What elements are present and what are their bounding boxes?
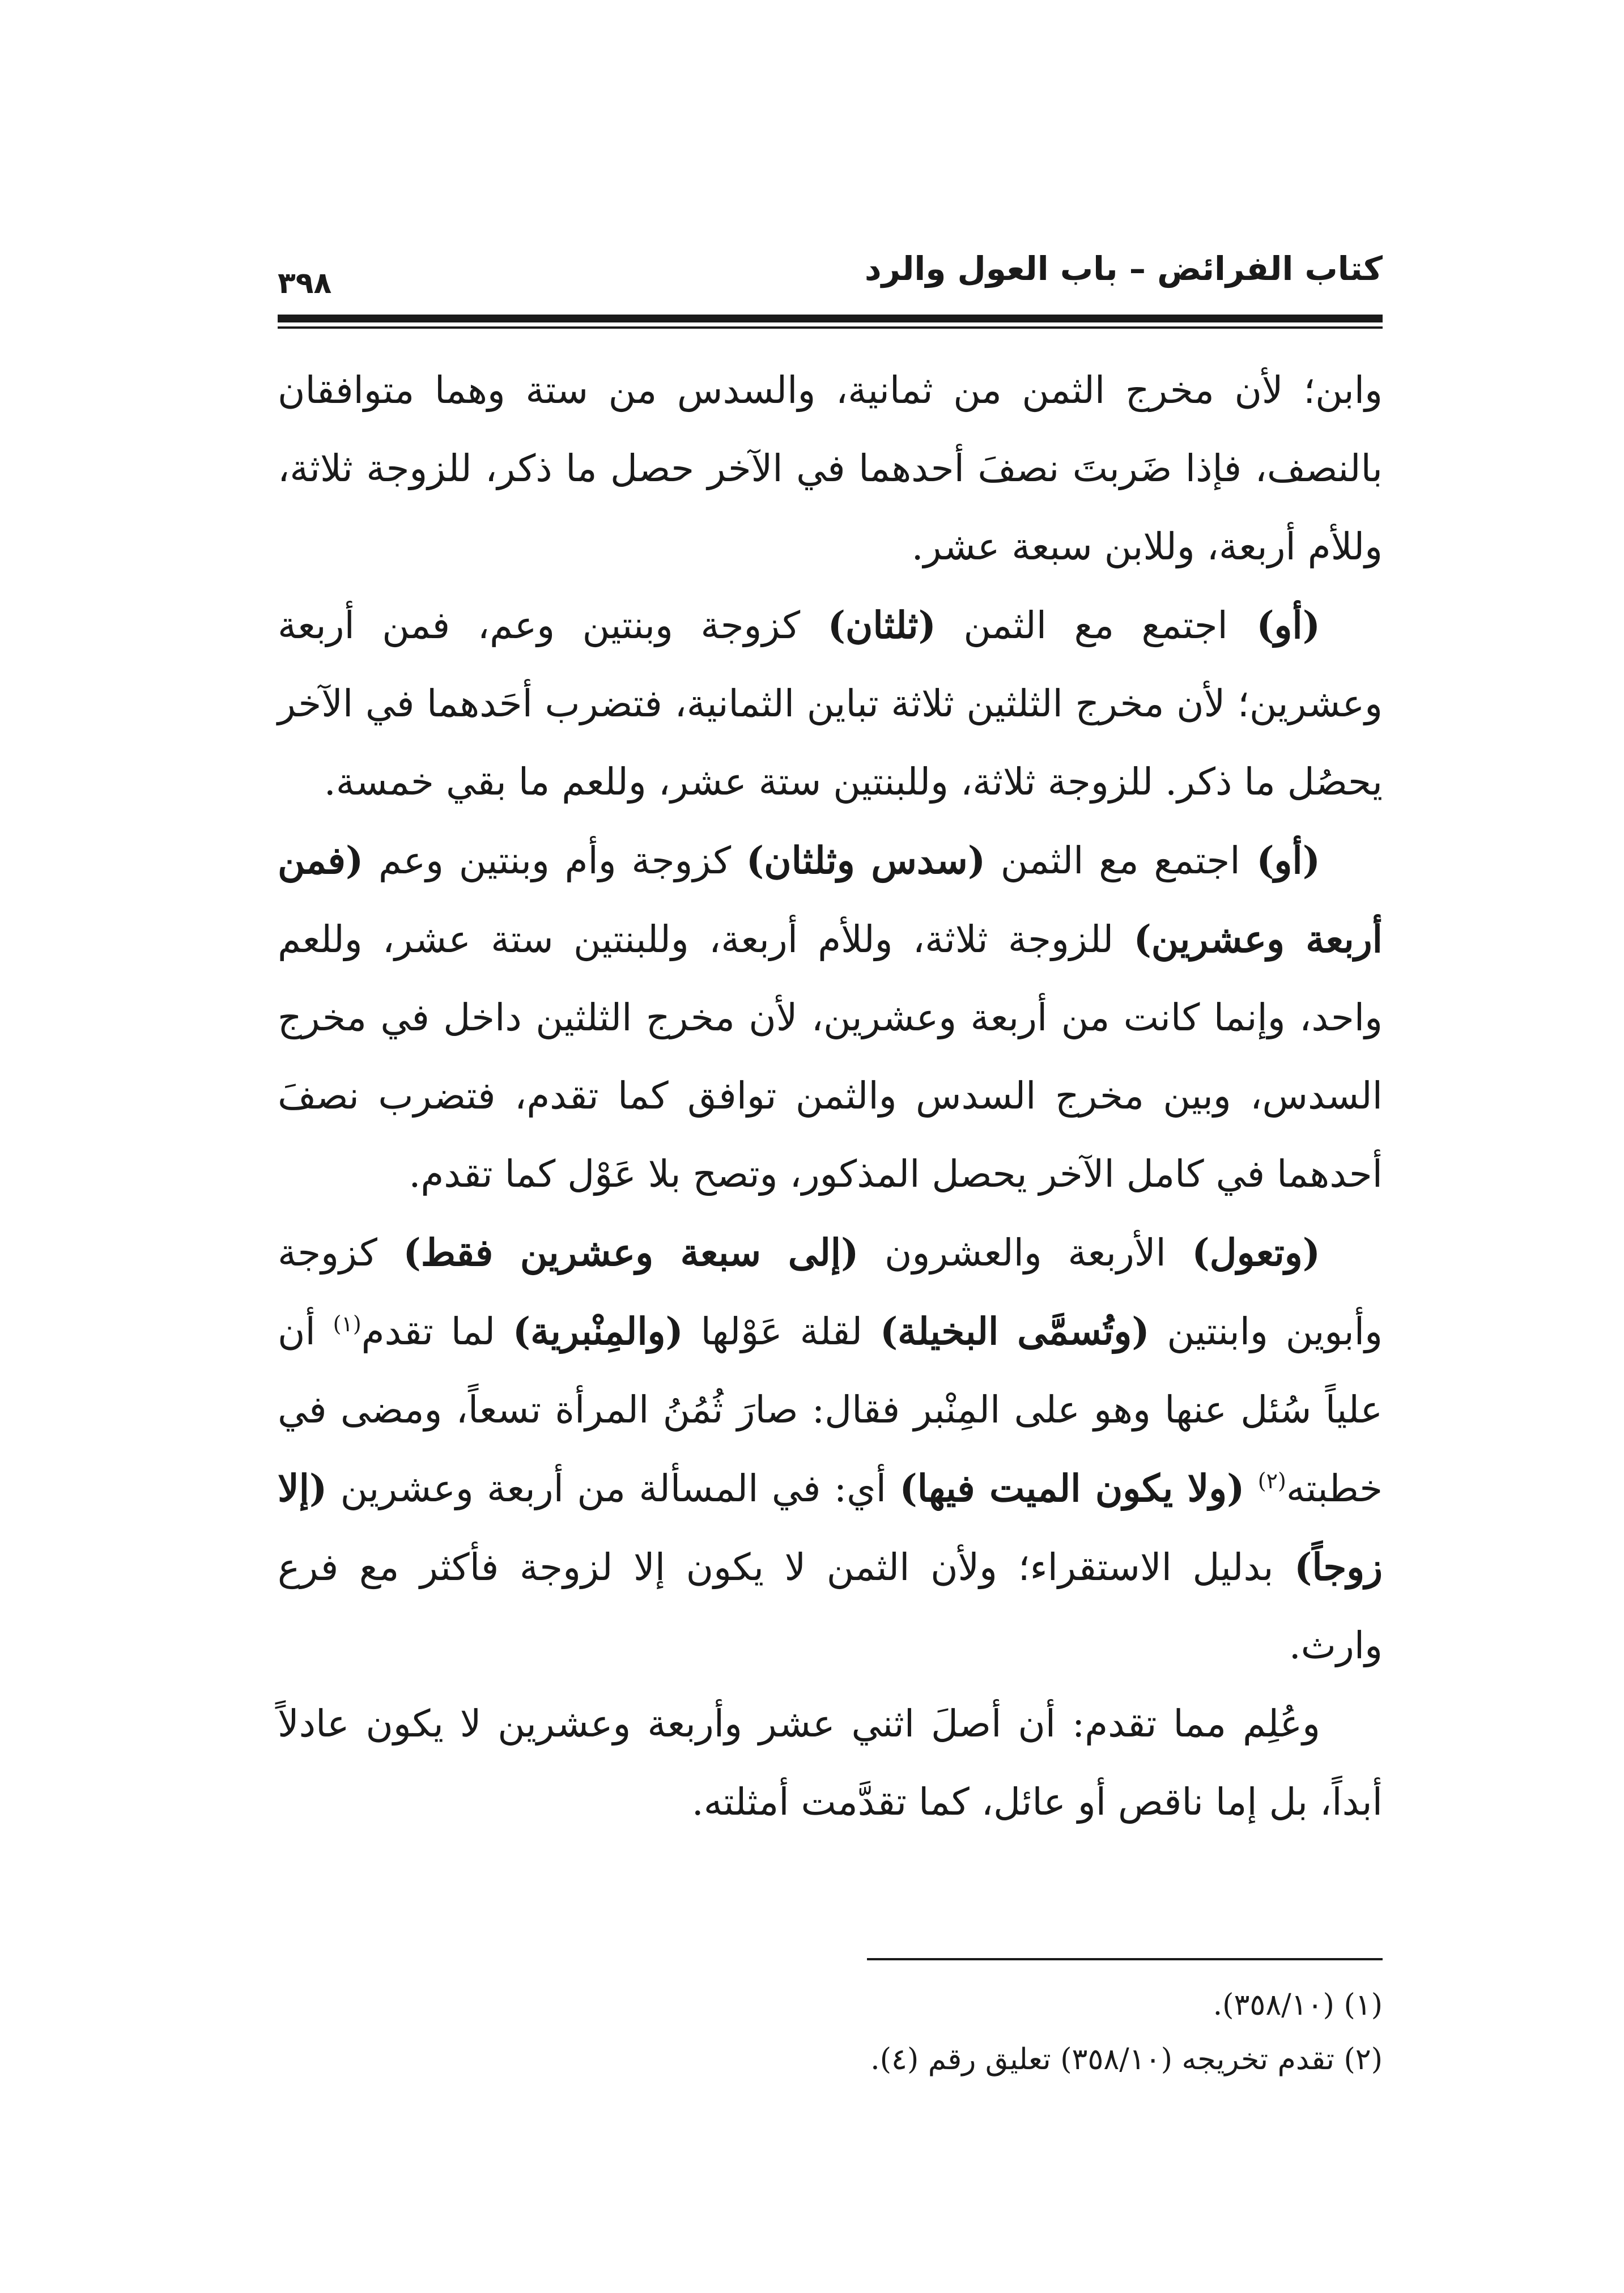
paragraph <box>278 1685 1383 1841</box>
header-rule <box>278 315 1383 322</box>
bold-text-segment: (أو) <box>1240 838 1320 882</box>
footnote-rule <box>867 1958 1383 1960</box>
body-text <box>278 351 1383 1841</box>
text-segment: بدليل الاستقراء؛ ولأن الثمن لا يكون إلا لزوجة فأكثر مع فرع وارث. <box>278 1545 1383 1667</box>
bold-text-segment: (وتُسمَّى البخيلة) <box>879 1309 1150 1353</box>
text-segment: وابن؛ لأن مخرج الثمن من ثمانية، والسدس من ستة وهما متوافقان بالنصف، فإذا ضَربتَ نصفَ أحدهما في الآخر حصل ما ذكر، للزوجة ثلاثة، وللأم أربعة، وللابن سبعة عشر. <box>278 368 1383 568</box>
text-segment: اجتمع مع الثمن <box>936 604 1228 647</box>
text-segment: كزوجة وبنتين وعم، فمن أربعة وعشرين؛ لأن مخرج الثلثين ثلاثة تباين الثمانية، فتضرب أحَدهما في الآخر يحصُل ما ذكر. للزوجة ثلاثة، وللبنتين ستة عشر، وللعم ما بقي خمسة. <box>278 604 1383 804</box>
bold-text-segment: (سدس وثلثان) <box>746 838 986 882</box>
footnote-ref: (٢) <box>1257 1468 1286 1493</box>
footnote-2: (٢) تقدم تخريجه (٣٥٨/١٠) تعليق رقم (٤). <box>870 2043 1383 2077</box>
bold-text-segment: (إلى سبعة وعشرين فقط) <box>403 1230 859 1275</box>
page-number: ٣٩٨ <box>278 266 332 300</box>
text-segment: أي: في المسألة من أربعة وعشرين <box>327 1467 900 1510</box>
text-segment: الأربعة والعشرون <box>858 1231 1192 1275</box>
text-segment: كزوجة وأبوين وابنتين <box>278 1231 1383 1353</box>
text-segment: لقلة عَوْلها <box>683 1310 880 1353</box>
header-rule-thin <box>278 326 1383 329</box>
footnotes <box>278 1978 1383 2087</box>
bold-text-segment: (ثلثان) <box>827 603 936 647</box>
running-title: كتاب الفرائض – باب العول والرد <box>864 249 1383 288</box>
text-segment: اجتمع مع الثمن <box>985 839 1240 882</box>
paragraph <box>278 1213 1383 1685</box>
text-segment: لما تقدم <box>361 1310 513 1353</box>
bold-text-segment: (إلا زوجاً) <box>278 1466 1383 1589</box>
bold-text-segment: (والمِنْبرية) <box>512 1309 683 1353</box>
paragraph <box>278 821 1383 1213</box>
text-segment: أن علياً سُئل عنها وهو على المِنْبر فقال: صارَ ثُمُنُ المرأة تسعاً، ومضى في خطبته <box>278 1310 1383 1510</box>
bold-text-segment: (وتعول) <box>1192 1230 1321 1275</box>
page-header <box>278 249 1383 300</box>
bold-text-segment: (فمن أربعة وعشرين) <box>278 838 1383 961</box>
text-segment: للزوجة ثلاثة، وللأم أربعة، وللبنتين ستة عشر، وللعم واحد، وإنما كانت من أربعة وعشرين، لأن مخرج الثلثين داخل في مخرج السدس، وبين مخرج السدس والثمن توافق كما تقدم، فتضرب نصفَ أحدهما في كامل الآخر يحصل المذكور، وتصح بلا عَوْل كما تقدم. <box>278 918 1383 1196</box>
bold-text-segment: (ولا يكون الميت فيها) <box>899 1466 1245 1510</box>
text-segment: كزوجة وأم وبنتين وعم <box>363 839 746 882</box>
footnote-1: (١) (٣٥٨/١٠). <box>1213 1988 1383 2022</box>
text-segment <box>1244 1467 1257 1510</box>
footnote-ref: (١) <box>333 1311 362 1336</box>
paragraph <box>278 586 1383 821</box>
text-segment: وعُلِم مما تقدم: أن أصلَ اثني عشر وأربعة وعشرين لا يكون عادلاً أبداً، بل إما ناقص أو عائل، كما تقدَّمت أمثلته. <box>278 1702 1383 1824</box>
bold-text-segment: (أو) <box>1227 603 1320 647</box>
paragraph <box>278 351 1383 586</box>
